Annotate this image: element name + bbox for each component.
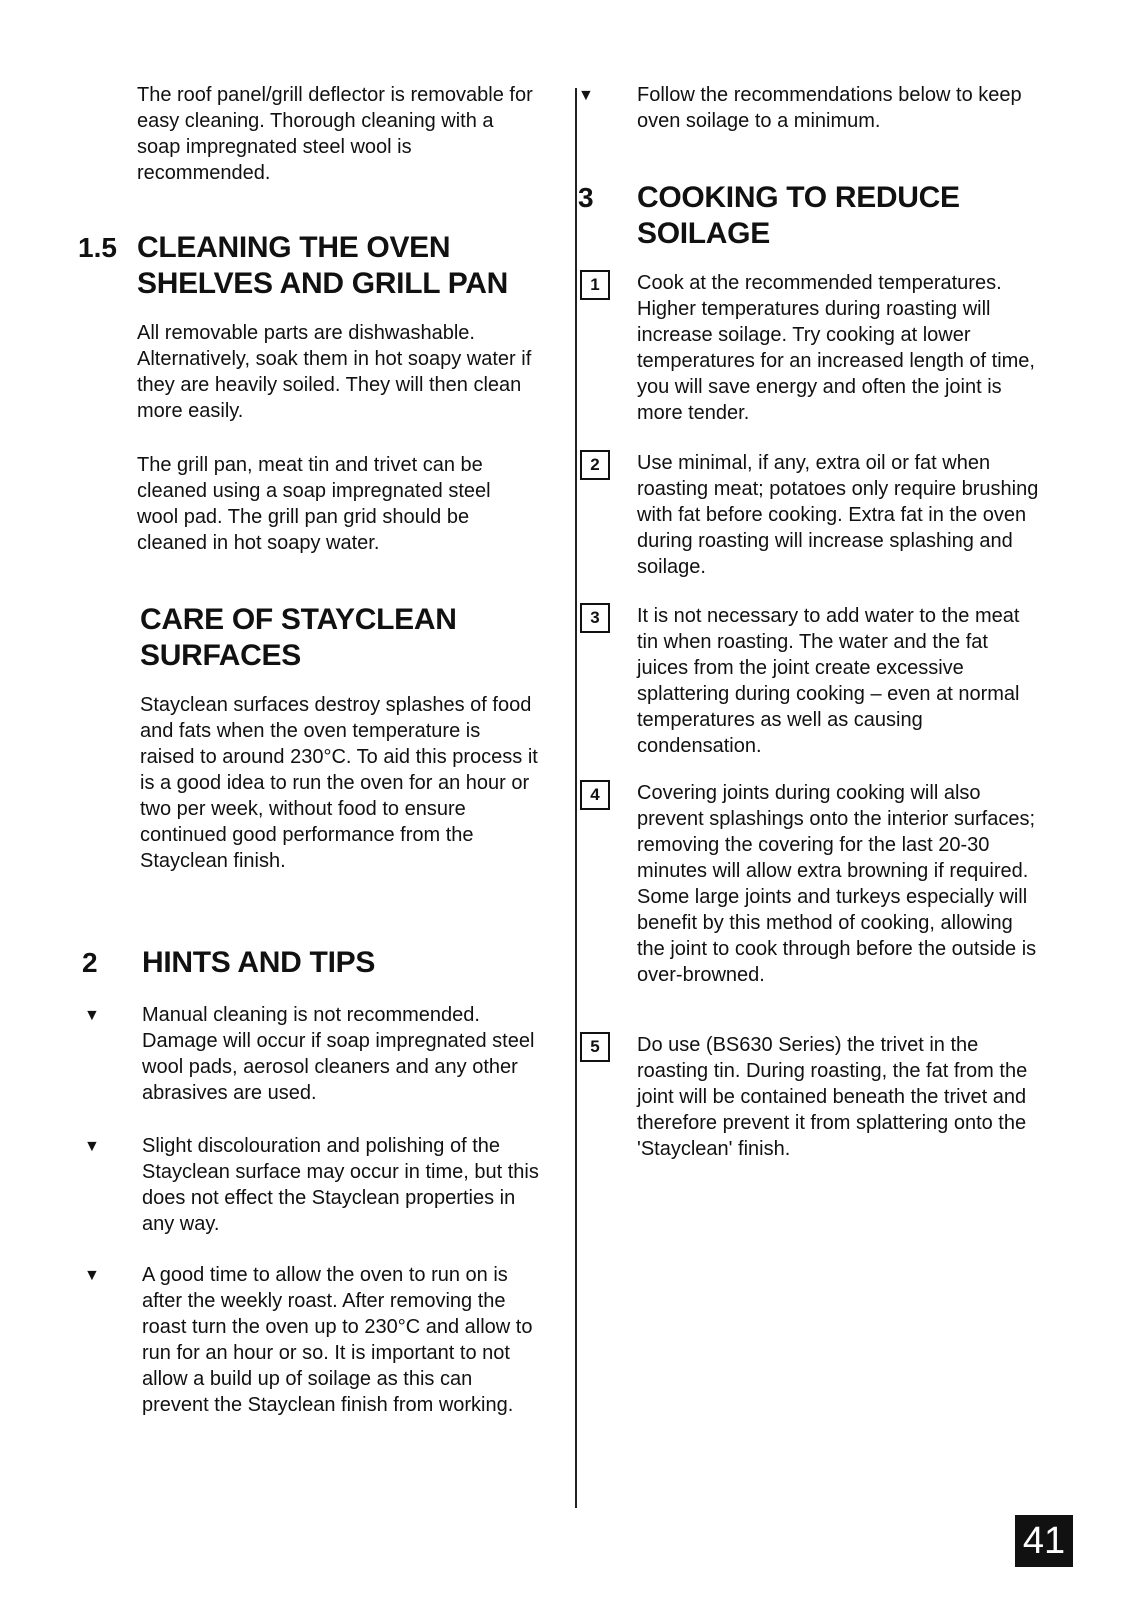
cleaning-paragraph-2: The grill pan, meat tin and trivet can be cleaned using a soap impregnated steel wool pad. The grill pan grid should be cleaned in hot soapy water. xyxy=(137,454,491,554)
bullet-triangle-icon: ▼ xyxy=(578,87,594,104)
hints-bullet-1: Manual cleaning is not recommended. Damage will occur if soap impregnated steel wool pads, aerosol cleaners and any other abrasives are used. xyxy=(142,1004,535,1104)
item-number-box: 2 xyxy=(580,450,610,480)
item-number-box: 4 xyxy=(580,780,610,810)
hints-bullet-3: A good time to allow the oven to run on is after the weekly roast. After removing the roast turn the oven up to 230°C and allow to run for an hour or so. It is important to not allow a build up of soilage as this can prevent the Stayclean finish from working. xyxy=(142,1264,533,1416)
bullet-triangle-icon: ▼ xyxy=(84,1007,100,1024)
item-number-box: 5 xyxy=(580,1032,610,1062)
cooking-item-1: Cook at the recommended temperatures. Higher temperatures during roasting will increase soilage. Try cooking at lower temperatures for an increased length of time, you will save energy and often the joint is more tender. xyxy=(637,272,1035,424)
item-number-box: 3 xyxy=(580,603,610,633)
section-number-3: 3 xyxy=(578,182,594,213)
item-number-box: 1 xyxy=(580,270,610,300)
cooking-item-3: It is not necessary to add water to the meat tin when roasting. The water and the fat juices from the joint create excessive splattering during cooking – even at normal temperatures as well as causing condensation. xyxy=(637,605,1020,757)
section-title-hints-tips: HINTS AND TIPS xyxy=(142,946,376,979)
section-title-care-stayclean: CARE OF STAYCLEAN SURFACES xyxy=(140,603,457,672)
care-paragraph: Stayclean surfaces destroy splashes of food and fats when the oven temperature is raised to around 230°C. To aid this process it is a good idea to run the oven for an hour or two per week, without food to ensure continued good performance from the Stayclean finish. xyxy=(140,694,538,872)
hints-bullet-2: Slight discolouration and polishing of the Stayclean surface may occur in time, but this does not effect the Stayclean properties in any way. xyxy=(142,1135,539,1235)
section-title-cooking-soilage: COOKING TO REDUCE SOILAGE xyxy=(637,181,960,250)
page-number: 41 xyxy=(1015,1515,1073,1567)
bullet-triangle-icon: ▼ xyxy=(84,1267,100,1284)
column-divider xyxy=(575,88,577,1508)
intro-paragraph: The roof panel/grill deflector is removable for easy cleaning. Thorough cleaning with a soap impregnated steel wool is recommended. xyxy=(137,84,533,184)
section-number-2: 2 xyxy=(82,947,98,978)
cleaning-paragraph-1: All removable parts are dishwashable. Alternatively, soak them in hot soapy water if they are heavily soiled. They will then clean more easily. xyxy=(137,322,532,422)
section-number-1-5: 1.5 xyxy=(78,232,117,263)
cooking-item-4: Covering joints during cooking will also prevent splashings onto the interior surfaces; removing the covering for the last 20-30 minutes will allow extra browning if required. Some large joints and turkeys especially will benefit by this method of cooking, allowing the joint to cook through before the outside is over-browned. xyxy=(637,782,1037,986)
cooking-item-2: Use minimal, if any, extra oil or fat when roasting meat; potatoes only require brushing with fat before cooking. Extra fat in the oven during roasting will increase splashing and soilage. xyxy=(637,452,1039,578)
right-intro-bullet: Follow the recommendations below to keep oven soilage to a minimum. xyxy=(637,84,1022,132)
section-title-cleaning-shelves: CLEANING THE OVEN SHELVES AND GRILL PAN xyxy=(137,231,508,300)
cooking-item-5: Do use (BS630 Series) the trivet in the roasting tin. During roasting, the fat from the joint will be contained beneath the trivet and therefore prevent it from splattering onto the 'Stayclean' finish. xyxy=(637,1034,1028,1160)
bullet-triangle-icon: ▼ xyxy=(84,1138,100,1155)
